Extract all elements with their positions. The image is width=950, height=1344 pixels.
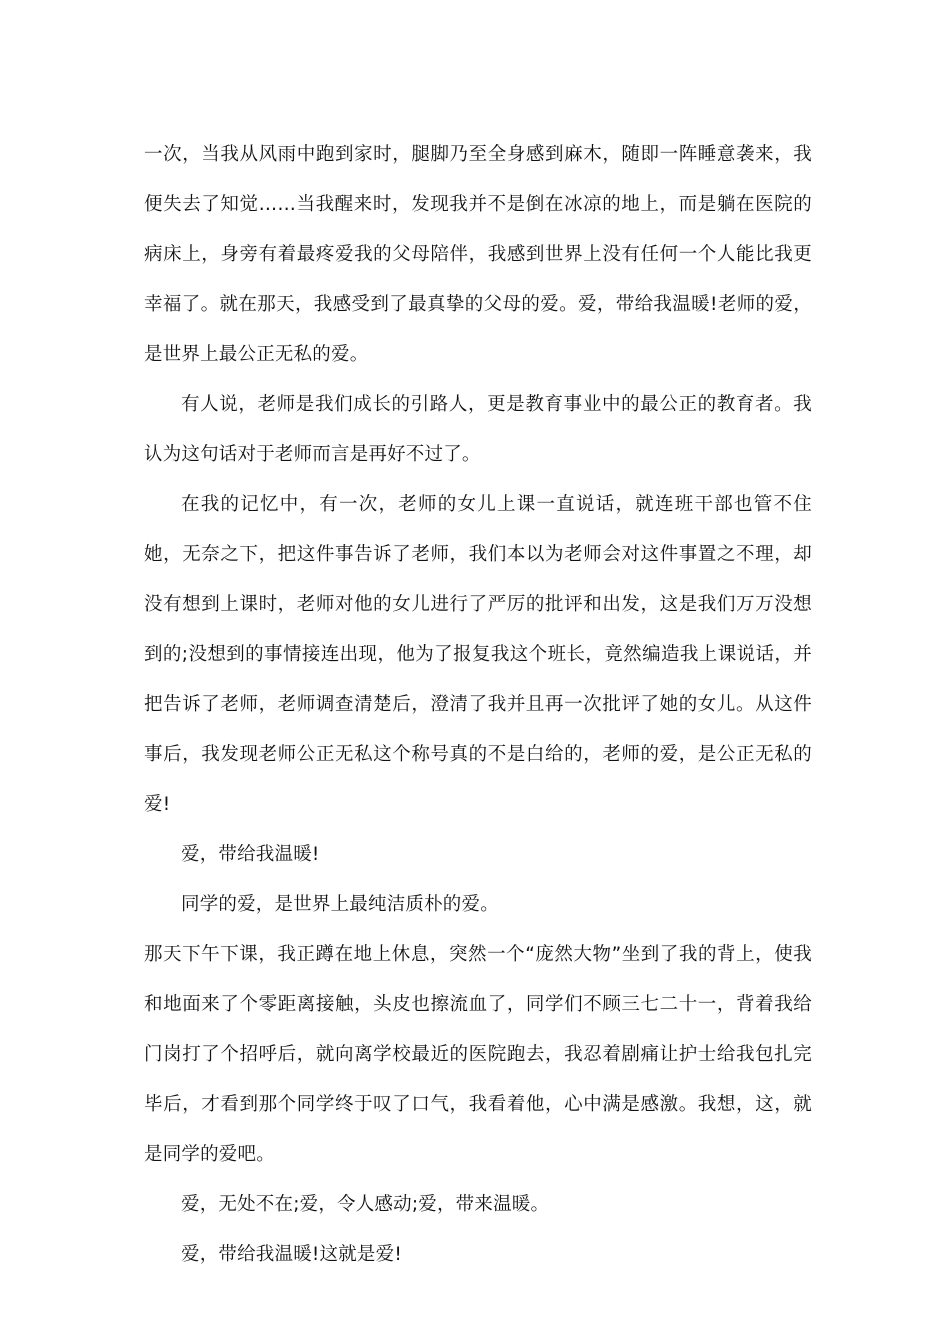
paragraph-teacher-intro: 有人说，老师是我们成长的引路人，更是教育事业中的最公正的教育者。我认为这句话对于老师而言是再好不过了。 — [144, 394, 812, 465]
paragraph-parents-love: 一次，当我从风雨中跑到家时，腿脚乃至全身感到麻木，随即一阵睡意袭来，我便失去了知觉……当我醒来时，发现我并不是倒在冰凉的地上，而是躺在医院的病床上，身旁有着最疼爱我的父母陪伴，我感到世界上没有任何一个人能比我更幸福了。就在那天，我感受到了最真挚的父母的爱。爱，带给我温暖!老师的爱，是世界上最公正无私的爱。 — [144, 144, 812, 365]
essay-body — [144, 130, 812, 1280]
paragraph-love-everywhere: 爱，无处不在;爱，令人感动;爱，带来温暖。 — [181, 1194, 550, 1215]
paragraph-classmate-story: 那天下午下课，我正蹲在地上休息，突然一个“庞然大物”坐到了我的背上，使我和地面来了个零距离接触，头皮也擦流血了，同学们不顾三七二十一，背着我给门岗打了个招呼后，就向离学校最近的医院跑去，我忍着剧痛让护士给我包扎完毕后，才看到那个同学终于叹了口气，我看着他，心中满是感激。我想，这，就是同学的爱吧。 — [144, 944, 812, 1165]
paragraph-classmate-intro: 同学的爱，是世界上最纯洁质朴的爱。 — [181, 894, 499, 915]
paragraph-conclusion: 爱，带给我温暖!这就是爱! — [181, 1244, 402, 1265]
paragraph-teacher-story: 在我的记忆中，有一次，老师的女儿上课一直说话，就连班干部也管不住她，无奈之下，把这件事告诉了老师，我们本以为老师会对这件事置之不理，却没有想到上课时，老师对他的女儿进行了严厉的批评和出发，这是我们万万没想到的;没想到的事情接连出现，他为了报复我这个班长，竟然编造我上课说话，并把告诉了老师，老师调查清楚后，澄清了我并且再一次批评了她的女儿。从这件事后，我发现老师公正无私这个称号真的不是白给的，老师的爱，是公正无私的爱! — [144, 494, 812, 815]
paragraph-warmth-1: 爱，带给我温暖! — [181, 844, 320, 865]
